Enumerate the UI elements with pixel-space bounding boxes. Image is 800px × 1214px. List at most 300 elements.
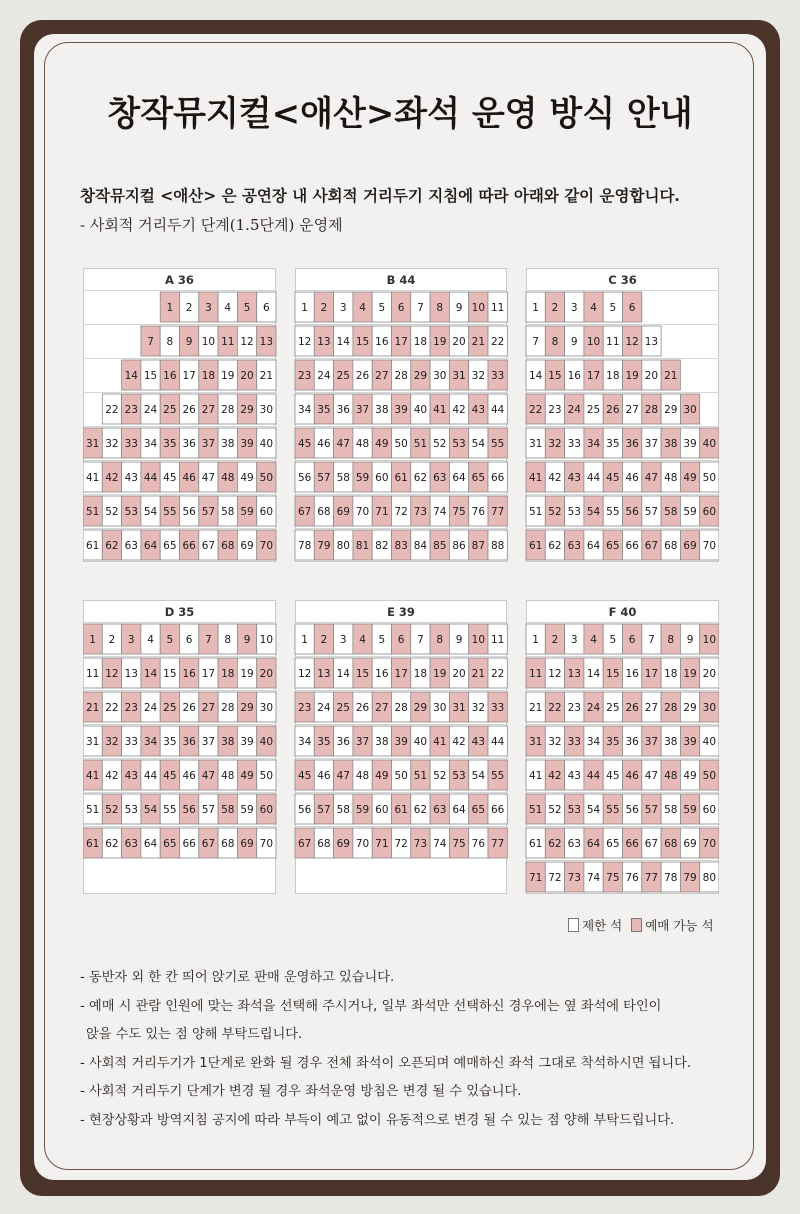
seat[interactable] <box>295 658 314 688</box>
seat[interactable] <box>141 794 160 824</box>
seat[interactable] <box>199 624 218 654</box>
seat[interactable] <box>237 726 256 756</box>
seat[interactable] <box>642 862 661 892</box>
seat[interactable] <box>83 794 102 824</box>
seat[interactable] <box>353 760 372 790</box>
seat[interactable] <box>584 624 603 654</box>
seat[interactable] <box>122 658 141 688</box>
seat[interactable] <box>334 326 353 356</box>
seat[interactable] <box>314 794 333 824</box>
seat[interactable] <box>257 794 276 824</box>
seat[interactable] <box>257 394 276 424</box>
seat[interactable] <box>488 726 507 756</box>
seat[interactable] <box>545 692 564 722</box>
seat[interactable] <box>372 760 391 790</box>
seat[interactable] <box>160 530 179 560</box>
seat[interactable] <box>565 530 584 560</box>
seat[interactable] <box>141 462 160 492</box>
seat[interactable] <box>565 326 584 356</box>
seat[interactable] <box>603 624 622 654</box>
seat[interactable] <box>411 658 430 688</box>
seat[interactable] <box>180 624 199 654</box>
seat[interactable] <box>545 394 564 424</box>
seat[interactable] <box>334 794 353 824</box>
seat[interactable] <box>488 394 507 424</box>
seat[interactable] <box>449 326 468 356</box>
seat[interactable] <box>469 794 488 824</box>
seat[interactable] <box>392 692 411 722</box>
seat[interactable] <box>488 292 507 322</box>
seat[interactable] <box>700 624 719 654</box>
seat[interactable] <box>83 658 102 688</box>
seat[interactable] <box>526 326 545 356</box>
seat[interactable] <box>545 794 564 824</box>
seat[interactable] <box>411 794 430 824</box>
seat[interactable] <box>526 462 545 492</box>
seat[interactable] <box>199 692 218 722</box>
seat[interactable] <box>700 428 719 458</box>
seat[interactable] <box>700 726 719 756</box>
seat[interactable] <box>141 726 160 756</box>
seat[interactable] <box>334 658 353 688</box>
seat[interactable] <box>334 624 353 654</box>
seat[interactable] <box>141 828 160 858</box>
seat[interactable] <box>603 496 622 526</box>
seat[interactable] <box>372 692 391 722</box>
seat[interactable] <box>372 828 391 858</box>
seat[interactable] <box>545 658 564 688</box>
seat[interactable] <box>218 496 237 526</box>
seat[interactable] <box>430 530 449 560</box>
seat[interactable] <box>314 496 333 526</box>
seat[interactable] <box>642 828 661 858</box>
seat[interactable] <box>700 794 719 824</box>
seat[interactable] <box>526 360 545 390</box>
seat[interactable] <box>180 394 199 424</box>
seat[interactable] <box>526 496 545 526</box>
seat[interactable] <box>565 658 584 688</box>
seat[interactable] <box>700 692 719 722</box>
seat[interactable] <box>680 624 699 654</box>
seat[interactable] <box>642 726 661 756</box>
seat[interactable] <box>680 726 699 756</box>
seat[interactable] <box>237 394 256 424</box>
seat[interactable] <box>623 326 642 356</box>
seat[interactable] <box>237 428 256 458</box>
seat[interactable] <box>83 496 102 526</box>
seat[interactable] <box>488 828 507 858</box>
seat[interactable] <box>565 760 584 790</box>
seat[interactable] <box>623 828 642 858</box>
seat[interactable] <box>218 530 237 560</box>
seat[interactable] <box>680 692 699 722</box>
seat[interactable] <box>180 828 199 858</box>
seat[interactable] <box>680 760 699 790</box>
seat[interactable] <box>411 692 430 722</box>
seat[interactable] <box>565 828 584 858</box>
seat[interactable] <box>353 428 372 458</box>
seat[interactable] <box>526 530 545 560</box>
seat[interactable] <box>122 360 141 390</box>
seat[interactable] <box>584 692 603 722</box>
seat[interactable] <box>314 530 333 560</box>
seat[interactable] <box>334 292 353 322</box>
seat[interactable] <box>199 828 218 858</box>
seat[interactable] <box>449 360 468 390</box>
seat[interactable] <box>661 726 680 756</box>
seat[interactable] <box>218 428 237 458</box>
seat[interactable] <box>160 692 179 722</box>
seat[interactable] <box>218 462 237 492</box>
seat[interactable] <box>642 658 661 688</box>
seat[interactable] <box>488 794 507 824</box>
seat[interactable] <box>526 292 545 322</box>
seat[interactable] <box>623 428 642 458</box>
seat[interactable] <box>141 496 160 526</box>
seat[interactable] <box>295 760 314 790</box>
seat[interactable] <box>661 794 680 824</box>
seat[interactable] <box>122 624 141 654</box>
seat[interactable] <box>257 760 276 790</box>
seat[interactable] <box>488 428 507 458</box>
seat[interactable] <box>122 462 141 492</box>
seat[interactable] <box>257 462 276 492</box>
seat[interactable] <box>680 862 699 892</box>
seat[interactable] <box>565 428 584 458</box>
seat[interactable] <box>565 360 584 390</box>
seat[interactable] <box>334 360 353 390</box>
seat[interactable] <box>83 828 102 858</box>
seat[interactable] <box>102 394 121 424</box>
seat[interactable] <box>603 360 622 390</box>
seat[interactable] <box>449 428 468 458</box>
seat[interactable] <box>141 530 160 560</box>
seat[interactable] <box>102 692 121 722</box>
seat[interactable] <box>353 624 372 654</box>
seat[interactable] <box>218 624 237 654</box>
seat[interactable] <box>642 360 661 390</box>
seat[interactable] <box>661 496 680 526</box>
seat[interactable] <box>584 862 603 892</box>
seat[interactable] <box>623 462 642 492</box>
seat[interactable] <box>469 658 488 688</box>
seat[interactable] <box>565 692 584 722</box>
seat[interactable] <box>199 726 218 756</box>
seat[interactable] <box>526 726 545 756</box>
seat[interactable] <box>218 760 237 790</box>
seat[interactable] <box>449 624 468 654</box>
seat[interactable] <box>603 760 622 790</box>
seat[interactable] <box>584 326 603 356</box>
seat[interactable] <box>526 794 545 824</box>
seat[interactable] <box>199 428 218 458</box>
seat[interactable] <box>314 360 333 390</box>
seat[interactable] <box>526 624 545 654</box>
seat[interactable] <box>603 462 622 492</box>
seat[interactable] <box>314 828 333 858</box>
seat[interactable] <box>392 496 411 526</box>
seat[interactable] <box>353 530 372 560</box>
seat[interactable] <box>237 462 256 492</box>
seat[interactable] <box>411 496 430 526</box>
seat[interactable] <box>257 326 276 356</box>
seat[interactable] <box>584 530 603 560</box>
seat[interactable] <box>314 394 333 424</box>
seat[interactable] <box>603 292 622 322</box>
seat[interactable] <box>199 760 218 790</box>
seat[interactable] <box>661 428 680 458</box>
seat[interactable] <box>160 624 179 654</box>
seat[interactable] <box>122 530 141 560</box>
seat[interactable] <box>565 462 584 492</box>
seat[interactable] <box>257 828 276 858</box>
seat[interactable] <box>392 394 411 424</box>
seat[interactable] <box>372 428 391 458</box>
seat[interactable] <box>334 462 353 492</box>
seat[interactable] <box>295 496 314 526</box>
seat[interactable] <box>218 726 237 756</box>
seat[interactable] <box>334 428 353 458</box>
seat[interactable] <box>372 794 391 824</box>
seat[interactable] <box>449 658 468 688</box>
seat[interactable] <box>199 360 218 390</box>
seat[interactable] <box>218 692 237 722</box>
seat[interactable] <box>526 394 545 424</box>
seat[interactable] <box>392 326 411 356</box>
seat[interactable] <box>469 394 488 424</box>
seat[interactable] <box>469 428 488 458</box>
seat[interactable] <box>603 862 622 892</box>
seat[interactable] <box>623 292 642 322</box>
seat[interactable] <box>545 726 564 756</box>
seat[interactable] <box>257 360 276 390</box>
seat[interactable] <box>603 428 622 458</box>
seat[interactable] <box>392 726 411 756</box>
seat[interactable] <box>102 428 121 458</box>
seat[interactable] <box>392 428 411 458</box>
seat[interactable] <box>180 530 199 560</box>
seat[interactable] <box>295 428 314 458</box>
seat[interactable] <box>314 658 333 688</box>
seat[interactable] <box>680 394 699 424</box>
seat[interactable] <box>680 794 699 824</box>
seat[interactable] <box>160 360 179 390</box>
seat[interactable] <box>353 794 372 824</box>
seat[interactable] <box>584 394 603 424</box>
seat[interactable] <box>545 360 564 390</box>
seat[interactable] <box>237 292 256 322</box>
seat[interactable] <box>565 862 584 892</box>
seat[interactable] <box>199 462 218 492</box>
seat[interactable] <box>237 326 256 356</box>
seat[interactable] <box>642 496 661 526</box>
seat[interactable] <box>353 692 372 722</box>
seat[interactable] <box>334 496 353 526</box>
seat[interactable] <box>141 658 160 688</box>
seat[interactable] <box>257 624 276 654</box>
seat[interactable] <box>449 726 468 756</box>
seat[interactable] <box>449 828 468 858</box>
seat[interactable] <box>295 394 314 424</box>
seat[interactable] <box>160 726 179 756</box>
seat[interactable] <box>237 624 256 654</box>
seat[interactable] <box>584 760 603 790</box>
seat[interactable] <box>661 530 680 560</box>
seat[interactable] <box>584 496 603 526</box>
seat[interactable] <box>122 794 141 824</box>
seat[interactable] <box>257 530 276 560</box>
seat[interactable] <box>392 828 411 858</box>
seat[interactable] <box>180 658 199 688</box>
seat[interactable] <box>642 428 661 458</box>
seat[interactable] <box>257 292 276 322</box>
seat[interactable] <box>469 828 488 858</box>
seat[interactable] <box>565 794 584 824</box>
seat[interactable] <box>488 692 507 722</box>
seat[interactable] <box>545 760 564 790</box>
seat[interactable] <box>565 394 584 424</box>
seat[interactable] <box>295 530 314 560</box>
seat[interactable] <box>661 658 680 688</box>
seat[interactable] <box>565 292 584 322</box>
seat[interactable] <box>372 726 391 756</box>
seat[interactable] <box>392 794 411 824</box>
seat[interactable] <box>83 692 102 722</box>
seat[interactable] <box>430 428 449 458</box>
seat[interactable] <box>392 658 411 688</box>
seat[interactable] <box>526 760 545 790</box>
seat[interactable] <box>83 530 102 560</box>
seat[interactable] <box>353 292 372 322</box>
seat[interactable] <box>623 394 642 424</box>
seat[interactable] <box>180 726 199 756</box>
seat[interactable] <box>180 428 199 458</box>
seat[interactable] <box>122 496 141 526</box>
seat[interactable] <box>141 692 160 722</box>
seat[interactable] <box>218 658 237 688</box>
seat[interactable] <box>372 624 391 654</box>
seat[interactable] <box>372 326 391 356</box>
seat[interactable] <box>469 462 488 492</box>
seat[interactable] <box>449 292 468 322</box>
seat[interactable] <box>545 326 564 356</box>
seat[interactable] <box>411 462 430 492</box>
seat[interactable] <box>295 692 314 722</box>
seat[interactable] <box>199 496 218 526</box>
seat[interactable] <box>314 292 333 322</box>
seat[interactable] <box>642 692 661 722</box>
seat[interactable] <box>430 794 449 824</box>
seat[interactable] <box>141 760 160 790</box>
seat[interactable] <box>623 658 642 688</box>
seat[interactable] <box>411 360 430 390</box>
seat[interactable] <box>295 794 314 824</box>
seat[interactable] <box>545 624 564 654</box>
seat[interactable] <box>411 326 430 356</box>
seat[interactable] <box>353 360 372 390</box>
seat[interactable] <box>661 862 680 892</box>
seat[interactable] <box>603 394 622 424</box>
seat[interactable] <box>141 624 160 654</box>
seat[interactable] <box>353 496 372 526</box>
seat[interactable] <box>430 692 449 722</box>
seat[interactable] <box>199 292 218 322</box>
seat[interactable] <box>199 794 218 824</box>
seat[interactable] <box>199 394 218 424</box>
seat[interactable] <box>603 828 622 858</box>
seat[interactable] <box>545 292 564 322</box>
seat[interactable] <box>430 658 449 688</box>
seat[interactable] <box>334 394 353 424</box>
seat[interactable] <box>661 692 680 722</box>
seat[interactable] <box>237 658 256 688</box>
seat[interactable] <box>314 760 333 790</box>
seat[interactable] <box>700 530 719 560</box>
seat[interactable] <box>199 530 218 560</box>
seat[interactable] <box>623 496 642 526</box>
seat[interactable] <box>642 530 661 560</box>
seat[interactable] <box>488 530 507 560</box>
seat[interactable] <box>160 658 179 688</box>
seat[interactable] <box>411 624 430 654</box>
seat[interactable] <box>102 794 121 824</box>
seat[interactable] <box>102 462 121 492</box>
seat[interactable] <box>680 462 699 492</box>
seat[interactable] <box>584 462 603 492</box>
seat[interactable] <box>237 360 256 390</box>
seat[interactable] <box>545 496 564 526</box>
seat[interactable] <box>372 462 391 492</box>
seat[interactable] <box>469 530 488 560</box>
seat[interactable] <box>584 428 603 458</box>
seat[interactable] <box>545 530 564 560</box>
seat[interactable] <box>392 292 411 322</box>
seat[interactable] <box>122 428 141 458</box>
seat[interactable] <box>237 828 256 858</box>
seat[interactable] <box>122 726 141 756</box>
seat[interactable] <box>218 828 237 858</box>
seat[interactable] <box>372 360 391 390</box>
seat[interactable] <box>102 726 121 756</box>
seat[interactable] <box>661 760 680 790</box>
seat[interactable] <box>430 360 449 390</box>
seat[interactable] <box>353 462 372 492</box>
seat[interactable] <box>295 326 314 356</box>
seat[interactable] <box>411 726 430 756</box>
seat[interactable] <box>623 530 642 560</box>
seat[interactable] <box>257 658 276 688</box>
seat[interactable] <box>102 828 121 858</box>
seat[interactable] <box>469 496 488 526</box>
seat[interactable] <box>449 760 468 790</box>
seat[interactable] <box>122 828 141 858</box>
seat[interactable] <box>411 828 430 858</box>
seat[interactable] <box>526 658 545 688</box>
seat[interactable] <box>430 394 449 424</box>
seat[interactable] <box>488 496 507 526</box>
seat[interactable] <box>334 530 353 560</box>
seat[interactable] <box>449 530 468 560</box>
seat[interactable] <box>257 496 276 526</box>
seat[interactable] <box>680 828 699 858</box>
seat[interactable] <box>680 530 699 560</box>
seat[interactable] <box>160 394 179 424</box>
seat[interactable] <box>661 828 680 858</box>
seat[interactable] <box>565 726 584 756</box>
seat[interactable] <box>314 726 333 756</box>
seat[interactable] <box>430 462 449 492</box>
seat[interactable] <box>180 360 199 390</box>
